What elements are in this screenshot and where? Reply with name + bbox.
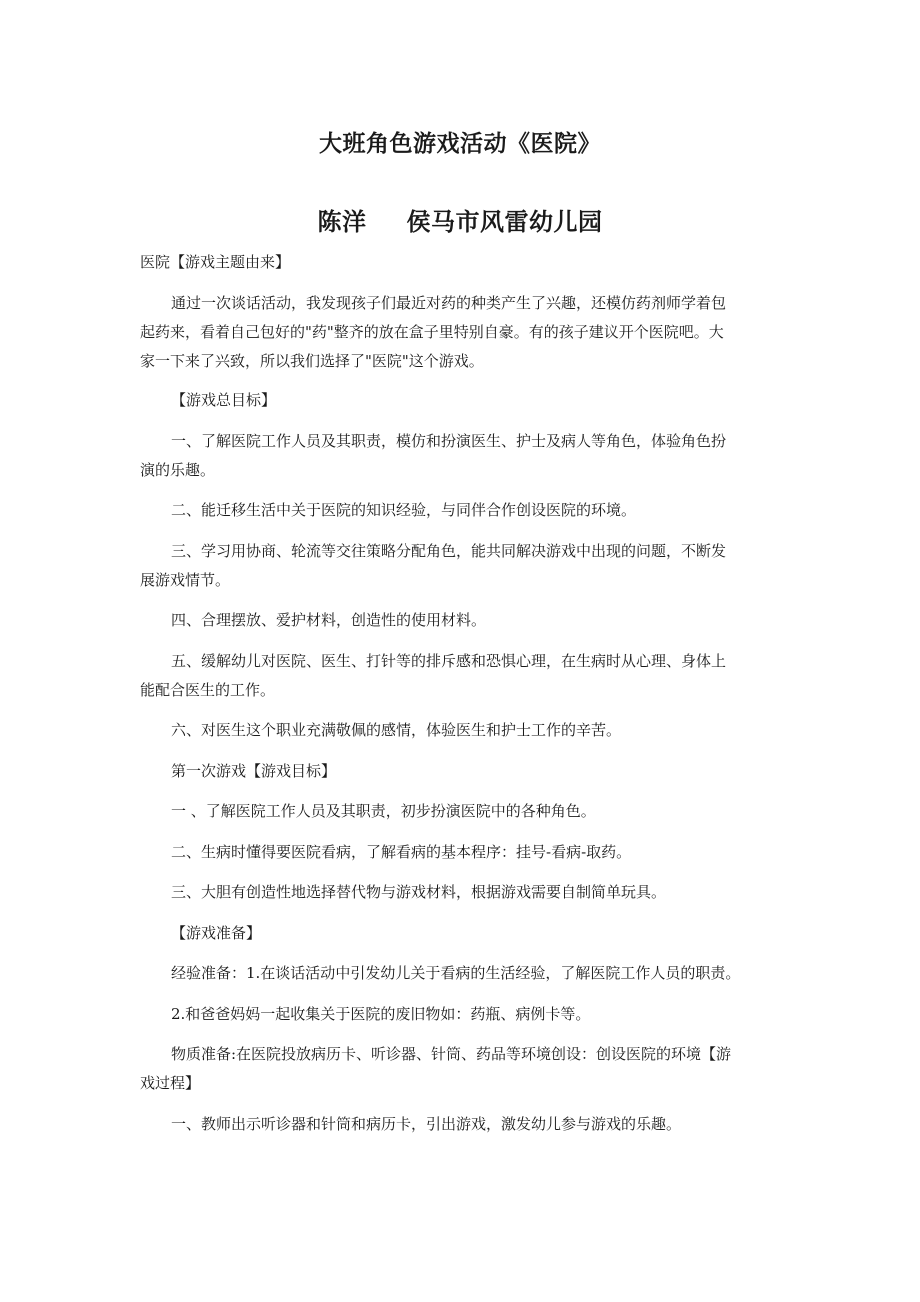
paragraph-line: 四、合理摆放、爱护材料，创造性的使用材料。 [171, 611, 487, 629]
paragraph-line: 起药来，看着自己包好的"药"整齐的放在盒子里特别自豪。有的孩子建议开个医院吧。大 [140, 323, 724, 341]
author-name: 陈洋 [317, 208, 367, 236]
section-heading-preparation: 【游戏准备】 [171, 924, 262, 942]
paragraph-line: 五、缓解幼儿对医院、医生、打针等的排斥感和恐惧心理，在生病时从心理、身体上 [171, 652, 727, 670]
paragraph-line: 经验准备：1.在谈话活动中引发幼儿关于看病的生活经验，了解医院工作人员的职责。 [171, 964, 741, 982]
paragraph-line: 家一下来了兴致，所以我们选择了"医院"这个游戏。 [140, 352, 484, 370]
paragraph-line: 二、能迁移生活中关于医院的知识经验，与同伴合作创设医院的环境。 [171, 501, 637, 519]
paragraph-line: 二、生病时懂得要医院看病，了解看病的基本程序：挂号-看病-取药。 [171, 843, 632, 861]
school-name: 侯马市风雷幼儿园 [406, 208, 603, 236]
paragraph-line: 能配合医生的工作。 [140, 681, 276, 699]
section-heading-origin: 医院【游戏主题由来】 [140, 253, 291, 271]
paragraph-line: 一、教师出示听诊器和针筒和病历卡，引出游戏，激发幼儿参与游戏的乐趣。 [171, 1115, 682, 1133]
paragraph-line: 戏过程】 [140, 1074, 201, 1092]
paragraph-line: 2.和爸爸妈妈一起收集关于医院的废旧物如：药瓶、病例卡等。 [171, 1005, 591, 1023]
paragraph-line: 通过一次谈话活动，我发现孩子们最近对药的种类产生了兴趣，还模仿药剂师学着包 [171, 294, 727, 312]
section-heading-goals: 【游戏总目标】 [171, 391, 277, 409]
paragraph-line: 六、对医生这个职业充满敬佩的感情，体验医生和护士工作的辛苦。 [171, 721, 622, 739]
paragraph-line: 展游戏情节。 [140, 571, 231, 589]
paragraph-line: 三、大胆有创造性地选择替代物与游戏材料，根据游戏需要自制简单玩具。 [171, 883, 667, 901]
paragraph-line: 一 、了解医院工作人员及其职责，初步扮演医院中的各种角色。 [171, 802, 596, 820]
author-line [0, 202, 920, 237]
document-title: 大班角色游戏活动《医院》 [319, 131, 601, 157]
paragraph-line: 演的乐趣。 [140, 461, 216, 479]
paragraph-line: 一、了解医院工作人员及其职责，模仿和扮演医生、护士及病人等角色，体验角色扮 [171, 432, 727, 450]
section-heading-first-game: 第一次游戏【游戏目标】 [171, 762, 337, 780]
paragraph-line: 三、学习用协商、轮流等交往策略分配角色，能共同解决游戏中出现的问题，不断发 [171, 542, 727, 560]
paragraph-line: 物质准备:在医院投放病历卡、听诊器、针筒、药品等环境创设：创设医院的环境【游 [171, 1045, 732, 1063]
